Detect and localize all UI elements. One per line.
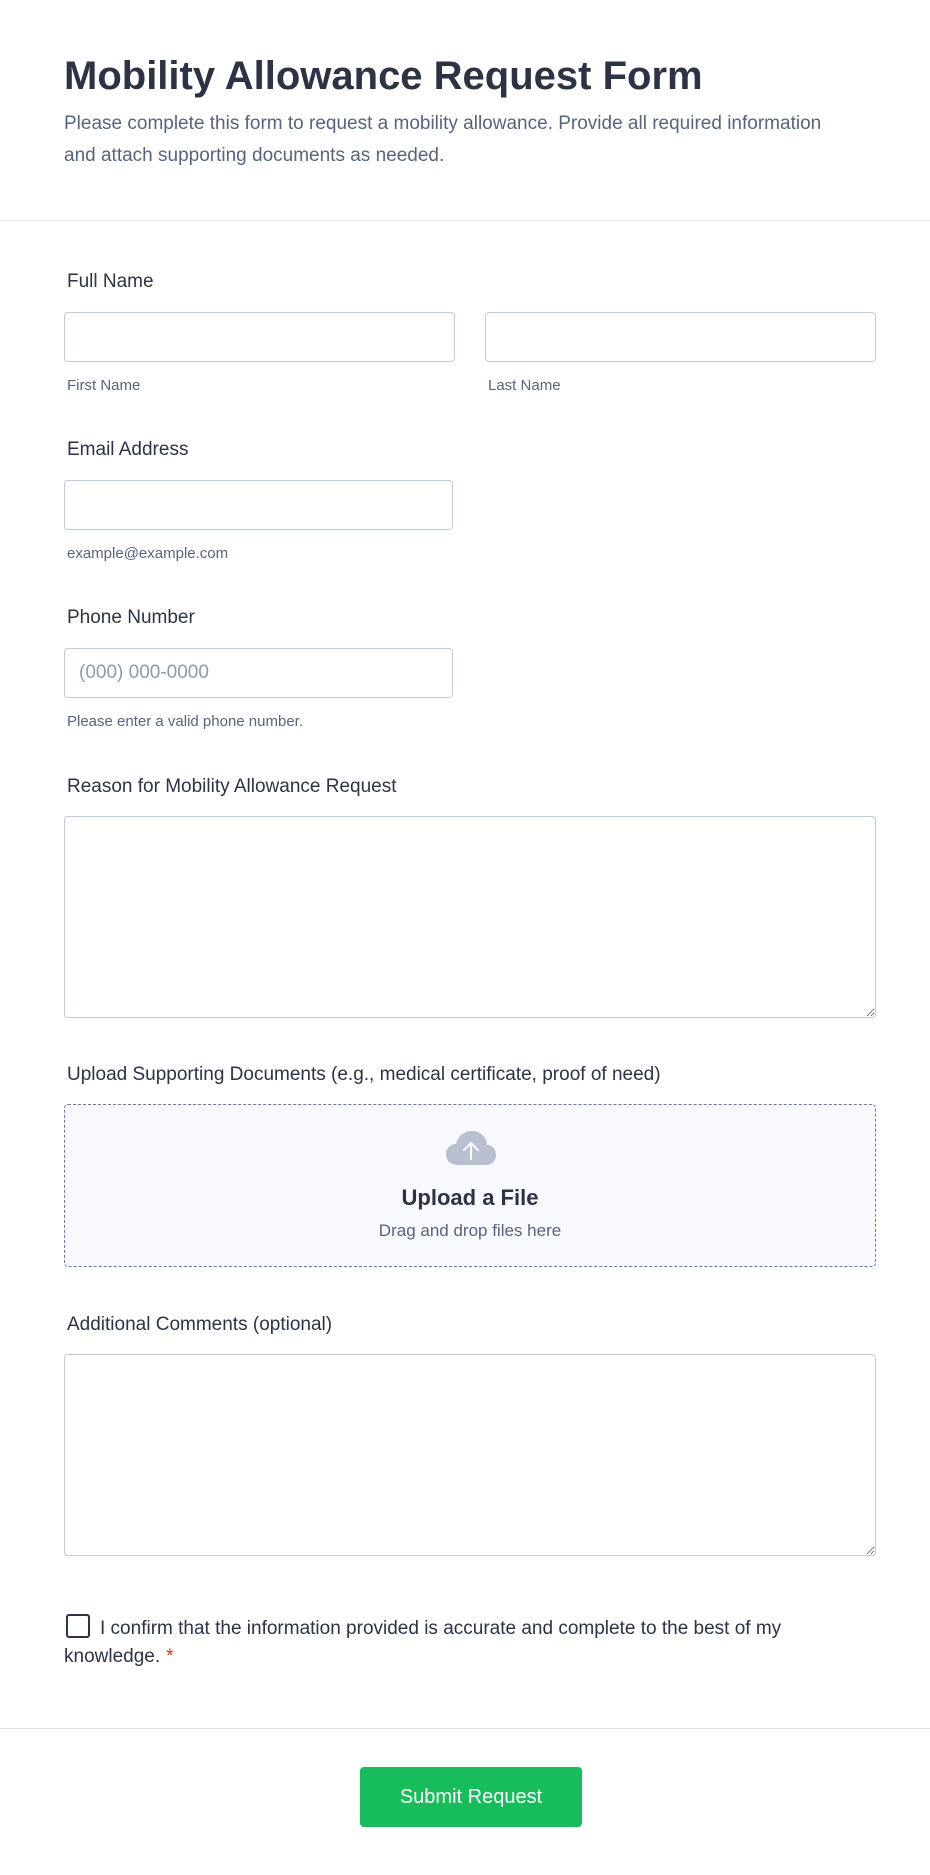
form-footer: [0, 1728, 930, 1875]
email-field-group: [64, 438, 453, 563]
upload-title: Upload a File: [401, 1185, 539, 1210]
full-name-field: [64, 270, 876, 395]
form-header: [0, 0, 930, 221]
phone-sublabel: Please enter a valid phone number.: [67, 713, 303, 730]
reason-label: Reason for Mobility Allowance Request: [67, 776, 397, 797]
first-name-group: [64, 312, 455, 395]
form-title: Mobility Allowance Request Form: [64, 54, 703, 98]
first-name-sublabel: First Name: [67, 377, 141, 394]
full-name-label: Full Name: [67, 271, 154, 292]
email-field[interactable]: [64, 480, 453, 530]
comments-field-group: [64, 1313, 876, 1556]
email-sublabel: example@example.com: [67, 545, 229, 562]
full-name-row: [64, 312, 876, 395]
last-name-group: [485, 312, 876, 395]
last-name-input[interactable]: [485, 312, 876, 362]
form-description: Please complete this form to request a mobility allowance. Provide all required information and attach supporting documents as needed.: [64, 113, 822, 166]
phone-input[interactable]: [64, 648, 453, 698]
file-upload-dropzone[interactable]: [64, 1104, 876, 1267]
upload-subtitle: Drag and drop files here: [378, 1221, 562, 1240]
first-name-input[interactable]: [64, 312, 455, 362]
email-label: Email Address: [67, 439, 189, 460]
cloud-upload-icon: [446, 1131, 496, 1167]
confirm-checkbox[interactable]: [66, 1614, 90, 1638]
upload-label: Upload Supporting Documents (e.g., medical certificate, proof of need): [67, 1064, 661, 1085]
submit-button[interactable]: Submit Request: [360, 1767, 582, 1827]
comments-label: Additional Comments (optional): [67, 1314, 333, 1335]
confirm-text: I confirm that the information provided is accurate and complete to the best of my knowledge.: [64, 1618, 782, 1667]
comments-textarea[interactable]: [64, 1354, 876, 1556]
upload-field-group: [64, 1063, 876, 1267]
reason-field-group: [64, 775, 876, 1018]
phone-label: Phone Number: [67, 607, 195, 628]
required-asterisk: *: [166, 1646, 174, 1667]
last-name-sublabel: Last Name: [488, 377, 561, 394]
reason-textarea[interactable]: [64, 816, 876, 1018]
phone-field-group: [64, 606, 453, 731]
confirm-row: [64, 1614, 804, 1671]
